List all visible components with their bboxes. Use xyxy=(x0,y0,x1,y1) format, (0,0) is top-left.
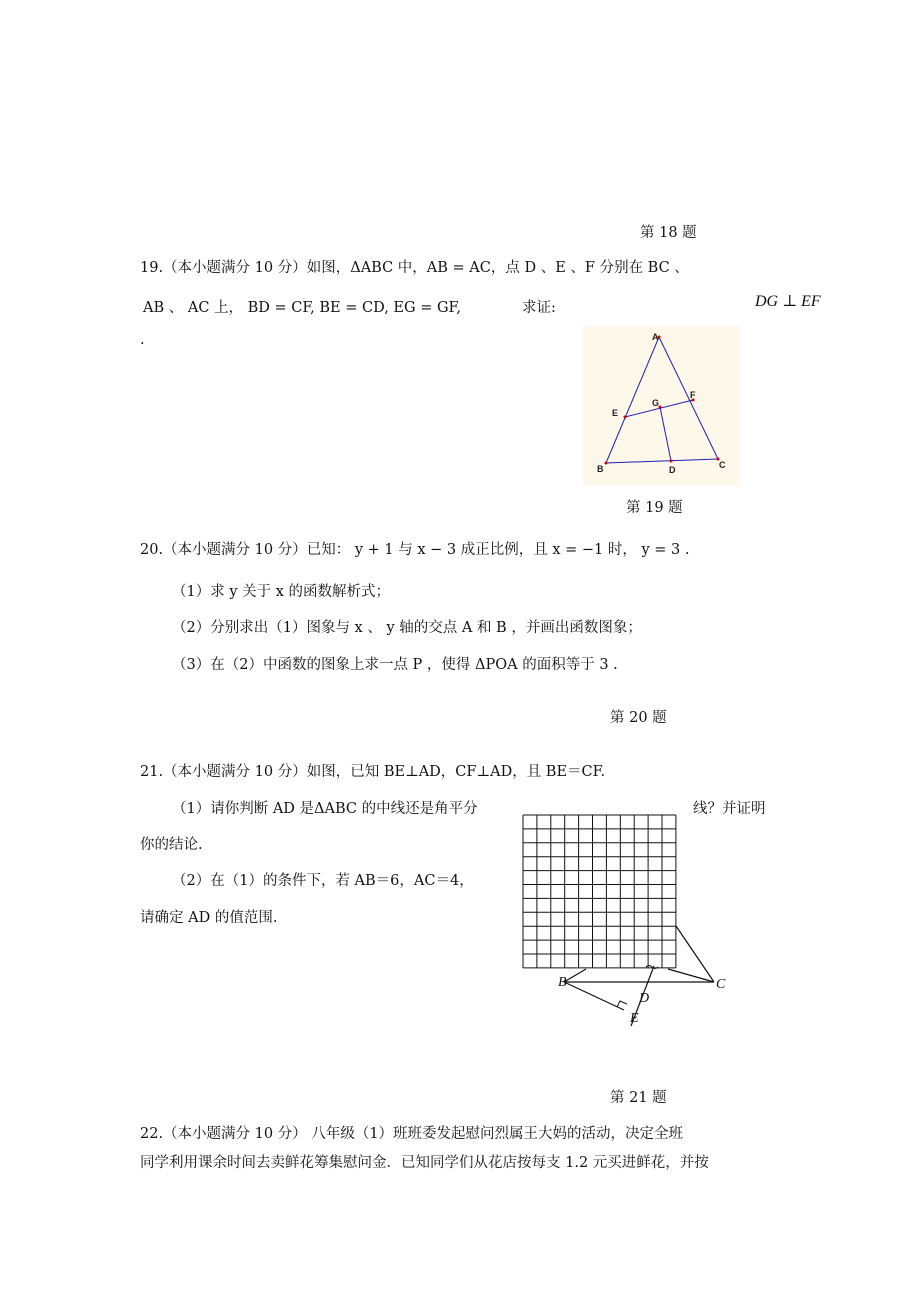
q19-label-a: A xyxy=(652,332,659,342)
q19-label-c: C xyxy=(719,460,726,470)
q19-prove-label: 求证: xyxy=(522,300,556,316)
q21-part1-c: 你的结论. xyxy=(140,837,203,853)
q21-label-b: B xyxy=(558,975,567,990)
q21-label-d: D xyxy=(639,991,650,1006)
q21-stem: 21.（本小题满分 10 分）如图，已知 BE⊥AD，CF⊥AD，且 BE＝CF. xyxy=(140,764,606,780)
q19-point-d xyxy=(670,460,673,463)
q21-right-angle-mark xyxy=(617,1001,627,1007)
q21-part1-b: 线？并证明 xyxy=(693,801,766,817)
q19-figure xyxy=(583,326,739,486)
q21-line-be xyxy=(564,982,624,1010)
q21-part1-a: （1）请你判断 AD 是ΔABC 的中线还是角平分 xyxy=(172,801,478,817)
q19-point-e xyxy=(624,416,627,419)
q21-grid xyxy=(523,815,676,968)
q20-part2: （2）分别求出（1）图象与 x 、 y 轴的交点 A 和 B ，并画出函数图象； xyxy=(172,620,642,636)
q19-caption: 第 19 题 xyxy=(626,500,683,516)
q20-stem: 20.（本小题满分 10 分）已知： y + 1 与 x − 3 成正比例，且 x = −1 时， y = 3 . xyxy=(140,542,690,558)
q19-label-f: F xyxy=(690,390,696,400)
q19-point-b xyxy=(605,462,608,465)
q19-dot: . xyxy=(140,332,145,348)
q21-part2-b: 请确定 AD 的值范围. xyxy=(140,910,278,926)
q22-line1: 22.（本小题满分 10 分） 八年级（1）班班委发起慰问烈属王大妈的活动，决定全班 xyxy=(140,1126,684,1142)
q21-label-c: C xyxy=(716,977,726,992)
q19-label-d: D xyxy=(669,465,676,475)
q22-line2: 同学利用课余时间去卖鲜花筹集慰问金．已知同学们从花店按每支 1.2 元买进鲜花，并按 xyxy=(140,1155,709,1171)
q20-caption: 第 20 题 xyxy=(610,710,667,726)
q21-line-ac xyxy=(676,926,714,982)
q19-line2: AB 、 AC 上， BD = CF, BE = CD, EG = GF, xyxy=(143,300,461,316)
q19-label-b: B xyxy=(597,464,604,474)
q19-conclusion: DG ⊥ EF xyxy=(755,293,821,310)
q21-part2-a: （2）在（1）的条件下，若 AB＝6，AC＝4， xyxy=(172,873,474,889)
q20-part3: （3）在（2）中函数的图象上求一点 P ，使得 ΔPOA 的面积等于 3 . xyxy=(172,657,618,673)
q18-caption: 第 18 题 xyxy=(640,225,697,241)
q19-line1: 19.（本小题满分 10 分）如图，ΔABC 中，AB = AC，点 D 、E 、F 分别在 BC 、 xyxy=(140,260,689,276)
q20-part1: （1）求 y 关于 x 的函数解析式； xyxy=(172,584,391,600)
q21-figure xyxy=(520,812,750,1034)
q19-label-e: E xyxy=(612,408,619,418)
q21-line-ab-stub xyxy=(564,969,586,982)
q21-caption: 第 21 题 xyxy=(610,1090,667,1106)
q21-label-e: E xyxy=(630,1011,639,1026)
q19-label-g: G xyxy=(652,398,660,408)
